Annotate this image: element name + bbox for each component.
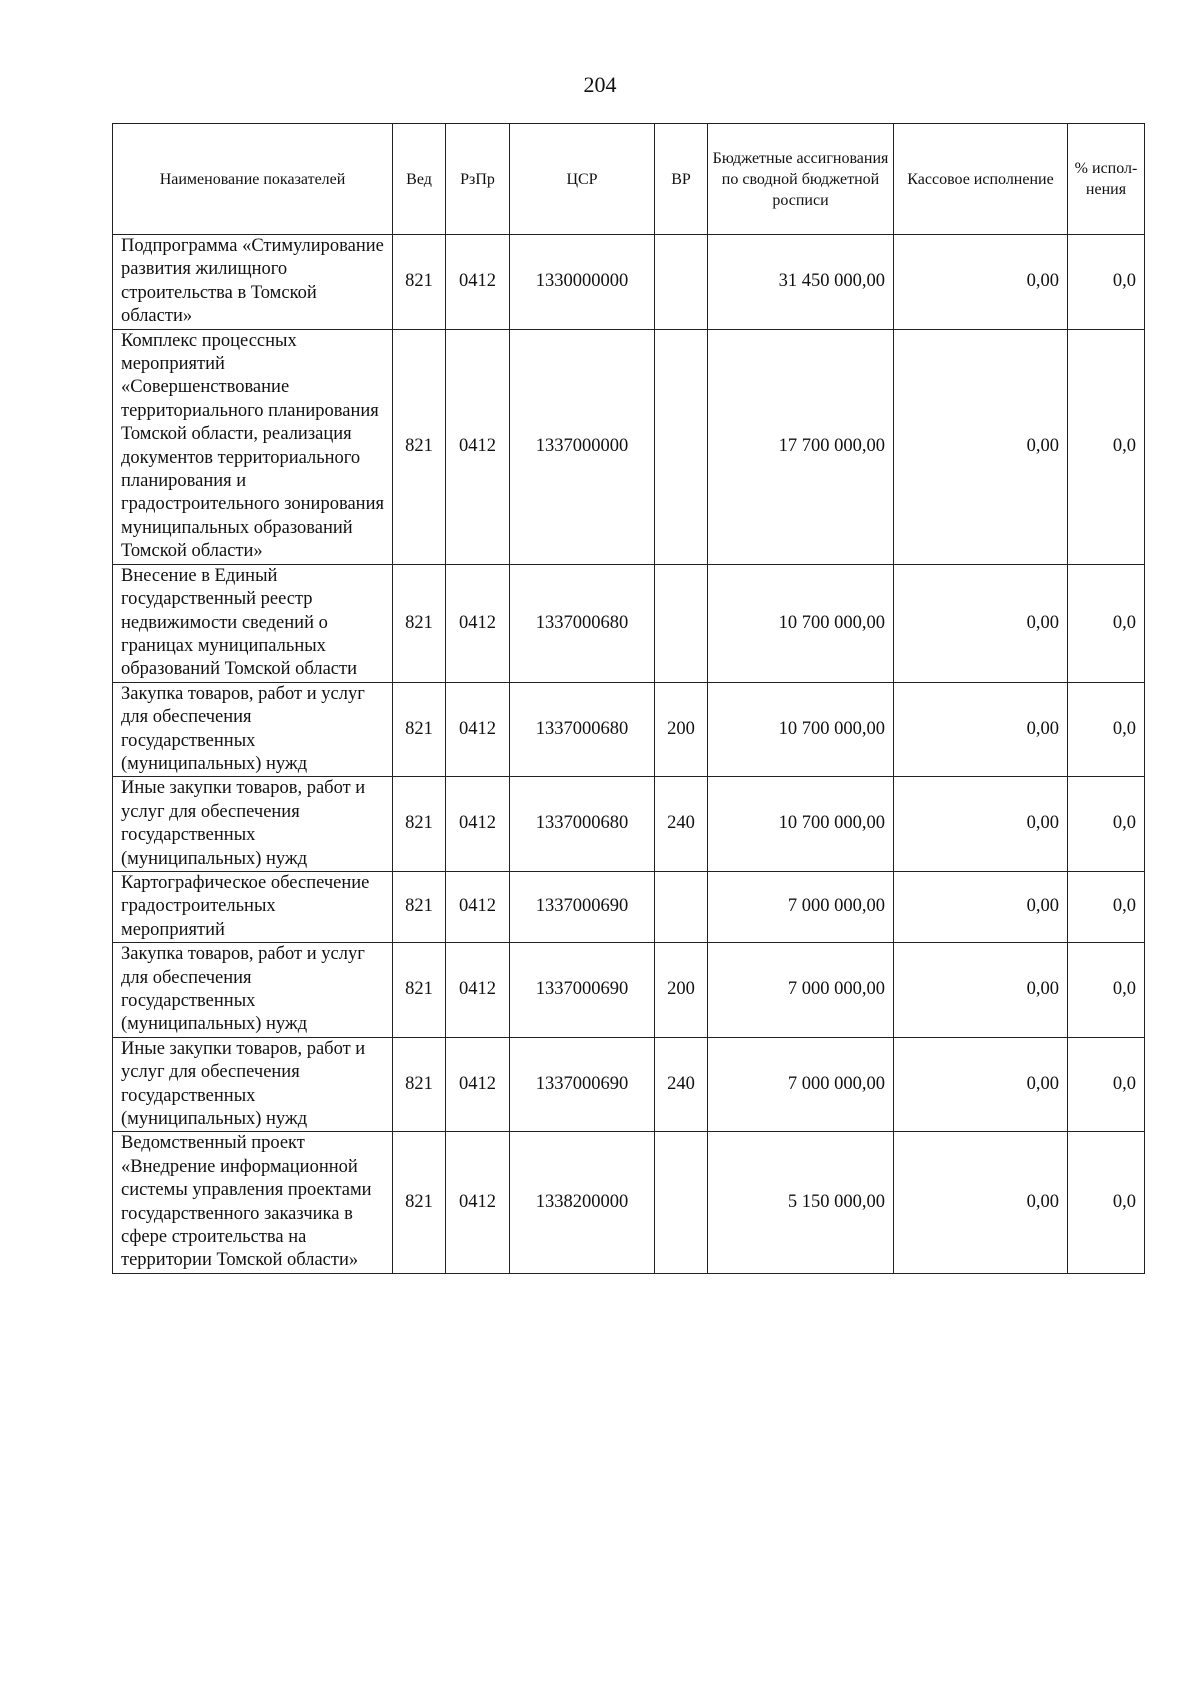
row-budget: 10 700 000,00 <box>708 682 894 777</box>
row-cash: 0,00 <box>894 943 1068 1038</box>
table-row <box>113 943 1145 1038</box>
row-csr: 1337000680 <box>510 777 655 872</box>
row-csr: 1337000680 <box>510 682 655 777</box>
row-budget: 17 700 000,00 <box>708 329 894 564</box>
row-ved: 821 <box>393 871 446 942</box>
row-cash: 0,00 <box>894 1037 1068 1132</box>
table-row <box>113 235 1145 330</box>
row-name: Комплекс процессных мероприятий «Совершенствование территориального планирования Томской области, реализация документов территориального планирования и градостроительного зонирования муниципальных образований Томской области» <box>113 329 393 564</box>
row-budget: 7 000 000,00 <box>708 1037 894 1132</box>
row-name: Подпрограмма «Стимулирование развития жилищного строительства в Томской области» <box>113 235 393 330</box>
row-rzpr: 0412 <box>446 235 510 330</box>
row-ved: 821 <box>393 777 446 872</box>
row-vr: 240 <box>655 777 708 872</box>
row-name: Закупка товаров, работ и услуг для обеспечения государственных (муниципальных) нужд <box>113 682 393 777</box>
row-budget: 7 000 000,00 <box>708 871 894 942</box>
row-ved: 821 <box>393 1132 446 1273</box>
row-csr: 1337000680 <box>510 564 655 682</box>
row-rzpr: 0412 <box>446 871 510 942</box>
row-vr: 200 <box>655 682 708 777</box>
table-row <box>113 871 1145 942</box>
row-cash: 0,00 <box>894 777 1068 872</box>
row-vr <box>655 564 708 682</box>
table-row <box>113 682 1145 777</box>
row-percent: 0,0 <box>1068 777 1145 872</box>
row-rzpr: 0412 <box>446 329 510 564</box>
row-rzpr: 0412 <box>446 1132 510 1273</box>
table-row <box>113 777 1145 872</box>
header-csr: ЦСР <box>510 124 655 235</box>
row-cash: 0,00 <box>894 871 1068 942</box>
row-percent: 0,0 <box>1068 871 1145 942</box>
row-vr <box>655 235 708 330</box>
row-name: Иные закупки товаров, работ и услуг для обеспечения государственных (муниципальных) нужд <box>113 1037 393 1132</box>
row-ved: 821 <box>393 1037 446 1132</box>
row-name: Закупка товаров, работ и услуг для обеспечения государственных (муниципальных) нужд <box>113 943 393 1038</box>
row-csr: 1337000690 <box>510 943 655 1038</box>
budget-execution-table <box>112 123 1145 1274</box>
row-vr: 200 <box>655 943 708 1038</box>
row-name: Ведомственный проект «Внедрение информационной системы управления проектами государственного заказчика в сфере строительства на территории Томской области» <box>113 1132 393 1273</box>
row-name: Картографическое обеспечение градостроительных мероприятий <box>113 871 393 942</box>
row-cash: 0,00 <box>894 564 1068 682</box>
row-csr: 1338200000 <box>510 1132 655 1273</box>
row-vr <box>655 329 708 564</box>
row-vr <box>655 871 708 942</box>
row-cash: 0,00 <box>894 235 1068 330</box>
header-percent: % испол-нения <box>1068 124 1145 235</box>
table-row <box>113 329 1145 564</box>
row-ved: 821 <box>393 943 446 1038</box>
row-csr: 1337000690 <box>510 1037 655 1132</box>
row-name: Иные закупки товаров, работ и услуг для обеспечения государственных (муниципальных) нужд <box>113 777 393 872</box>
table-row <box>113 564 1145 682</box>
row-csr: 1330000000 <box>510 235 655 330</box>
header-budget: Бюджетные ассигнования по сводной бюджетной росписи <box>708 124 894 235</box>
row-vr: 240 <box>655 1037 708 1132</box>
row-csr: 1337000690 <box>510 871 655 942</box>
row-ved: 821 <box>393 329 446 564</box>
row-cash: 0,00 <box>894 1132 1068 1273</box>
row-ved: 821 <box>393 564 446 682</box>
row-csr: 1337000000 <box>510 329 655 564</box>
row-budget: 5 150 000,00 <box>708 1132 894 1273</box>
row-rzpr: 0412 <box>446 943 510 1038</box>
header-ved: Вед <box>393 124 446 235</box>
row-name: Внесение в Единый государственный реестр недвижимости сведений о границах муниципальных образований Томской области <box>113 564 393 682</box>
row-budget: 7 000 000,00 <box>708 943 894 1038</box>
header-rzpr: РзПр <box>446 124 510 235</box>
header-vr: ВР <box>655 124 708 235</box>
row-budget: 10 700 000,00 <box>708 777 894 872</box>
header-cash: Кассовое исполнение <box>894 124 1068 235</box>
row-percent: 0,0 <box>1068 682 1145 777</box>
row-cash: 0,00 <box>894 682 1068 777</box>
row-rzpr: 0412 <box>446 777 510 872</box>
row-cash: 0,00 <box>894 329 1068 564</box>
row-rzpr: 0412 <box>446 1037 510 1132</box>
table-row <box>113 1037 1145 1132</box>
row-vr <box>655 1132 708 1273</box>
row-percent: 0,0 <box>1068 1037 1145 1132</box>
row-rzpr: 0412 <box>446 564 510 682</box>
row-ved: 821 <box>393 682 446 777</box>
row-budget: 10 700 000,00 <box>708 564 894 682</box>
row-percent: 0,0 <box>1068 235 1145 330</box>
row-percent: 0,0 <box>1068 1132 1145 1273</box>
row-ved: 821 <box>393 235 446 330</box>
row-percent: 0,0 <box>1068 329 1145 564</box>
row-percent: 0,0 <box>1068 943 1145 1038</box>
table-row <box>113 1132 1145 1273</box>
page-number: 204 <box>583 72 617 97</box>
row-percent: 0,0 <box>1068 564 1145 682</box>
table-header-row <box>113 124 1145 235</box>
row-budget: 31 450 000,00 <box>708 235 894 330</box>
row-rzpr: 0412 <box>446 682 510 777</box>
header-name: Наименование показателей <box>113 124 393 235</box>
